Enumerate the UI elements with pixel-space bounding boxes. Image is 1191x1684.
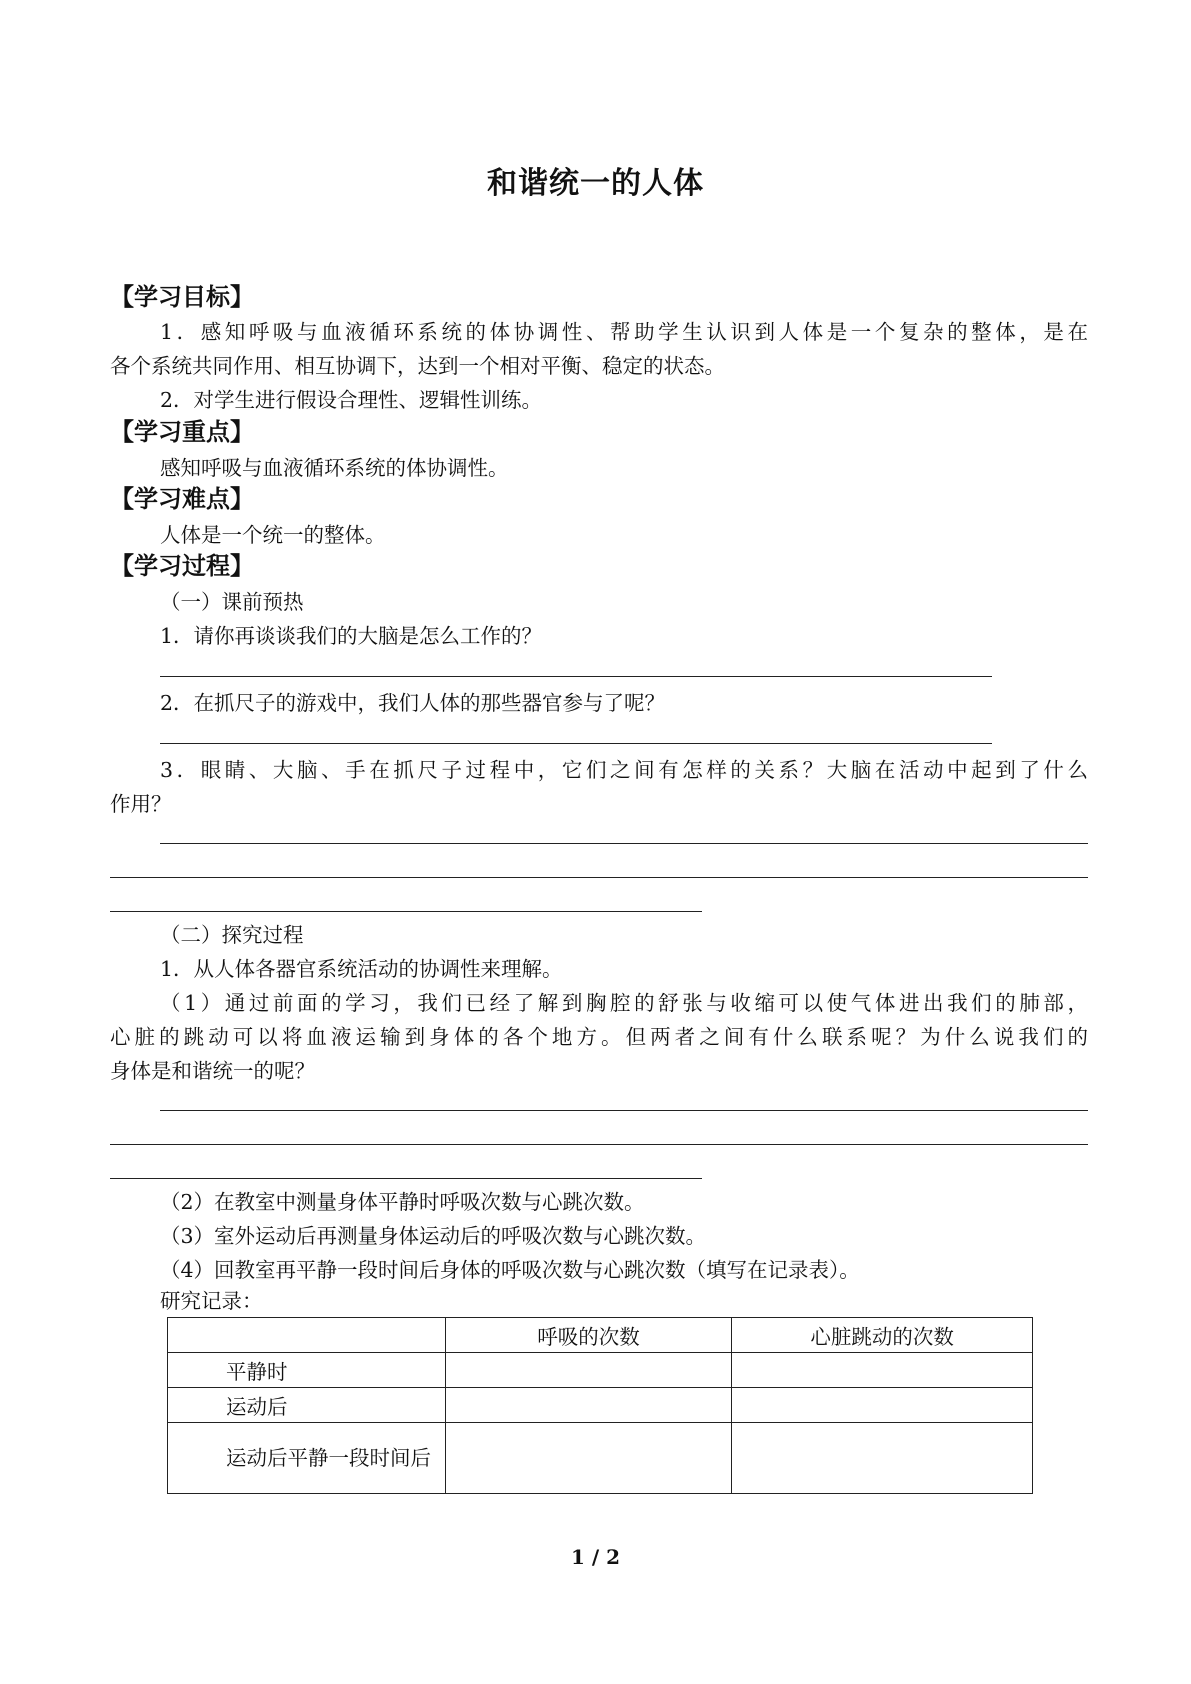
answer-line xyxy=(110,911,702,912)
table-row xyxy=(168,1353,1033,1388)
heading-key-points: 【学习重点】 xyxy=(110,418,254,446)
page-number: 1 / 2 xyxy=(570,1545,621,1569)
table-row xyxy=(168,1388,1033,1423)
table-corner-cell xyxy=(168,1318,446,1353)
answer-line xyxy=(160,743,992,744)
explore-step-1-line-2: 心脏的跳动可以将血液运输到身体的各个地方。但两者之间有什么联系呢？为什么说我们的 xyxy=(110,1025,1088,1049)
answer-line xyxy=(160,1110,1088,1111)
table-row-label: 平静时 xyxy=(168,1353,446,1388)
answer-line xyxy=(160,843,1088,844)
record-label: 研究记录： xyxy=(160,1289,263,1313)
table-row xyxy=(168,1423,1033,1494)
key-points-text: 感知呼吸与血液循环系统的体协调性。 xyxy=(160,456,509,480)
heading-difficulty: 【学习难点】 xyxy=(110,485,254,513)
answer-line xyxy=(110,877,1088,878)
explore-step-3: （3）室外运动后再测量身体运动后的呼吸次数与心跳次数。 xyxy=(160,1224,707,1248)
heading-goals: 【学习目标】 xyxy=(110,283,254,311)
table-header-row xyxy=(168,1318,1033,1353)
preheat-question-3-line-2: 作用？ xyxy=(110,792,172,816)
table-header-breaths: 呼吸的次数 xyxy=(445,1318,732,1353)
table-row-label-cell xyxy=(168,1423,446,1494)
table-row-label: 运动后平静一段时间后 xyxy=(226,1445,431,1470)
explore-label: （二）探究过程 xyxy=(160,923,304,947)
preheat-label: （一）课前预热 xyxy=(160,590,304,614)
explore-step-4: （4）回教室再平静一段时间后身体的呼吸次数与心跳次数（填写在记录表）。 xyxy=(160,1258,860,1282)
table-input-cell[interactable] xyxy=(445,1388,732,1423)
table-row-label: 运动后 xyxy=(168,1388,446,1423)
explore-step-2: （2）在教室中测量身体平静时呼吸次数与心跳次数。 xyxy=(160,1190,645,1214)
table-input-cell[interactable] xyxy=(732,1423,1033,1494)
table-input-cell[interactable] xyxy=(445,1353,732,1388)
explore-step-1-line-3: 身体是和谐统一的呢？ xyxy=(110,1059,315,1083)
goal-2: 2．对学生进行假设合理性、逻辑性训练。 xyxy=(160,388,543,412)
preheat-question-3-line-1: 3．眼睛、大脑、手在抓尺子过程中，它们之间有怎样的关系？大脑在活动中起到了什么 xyxy=(160,758,1088,782)
heading-process: 【学习过程】 xyxy=(110,552,254,580)
answer-line xyxy=(160,676,992,677)
page-title: 和谐统一的人体 xyxy=(487,166,704,201)
table-input-cell[interactable] xyxy=(732,1353,1033,1388)
explore-point-1: 1．从人体各器官系统活动的协调性来理解。 xyxy=(160,957,563,981)
goal-1-line-2: 各个系统共同作用、相互协调下，达到一个相对平衡、稳定的状态。 xyxy=(110,354,725,378)
difficulty-text: 人体是一个统一的整体。 xyxy=(160,523,386,547)
preheat-question-1: 1．请你再谈谈我们的大脑是怎么工作的？ xyxy=(160,624,543,648)
preheat-question-2: 2．在抓尺子的游戏中，我们人体的那些器官参与了呢？ xyxy=(160,691,666,715)
answer-line xyxy=(110,1178,702,1179)
answer-line xyxy=(110,1144,1088,1145)
goal-1-line-1: 1．感知呼吸与血液循环系统的体协调性、帮助学生认识到人体是一个复杂的整体，是在 xyxy=(160,320,1088,344)
explore-step-1-line-1: （1）通过前面的学习，我们已经了解到胸腔的舒张与收缩可以使气体进出我们的肺部， xyxy=(160,991,1088,1015)
table-header-heartbeats: 心脏跳动的次数 xyxy=(732,1318,1033,1353)
table-input-cell[interactable] xyxy=(445,1423,732,1494)
table-input-cell[interactable] xyxy=(732,1388,1033,1423)
record-table xyxy=(167,1317,1033,1494)
